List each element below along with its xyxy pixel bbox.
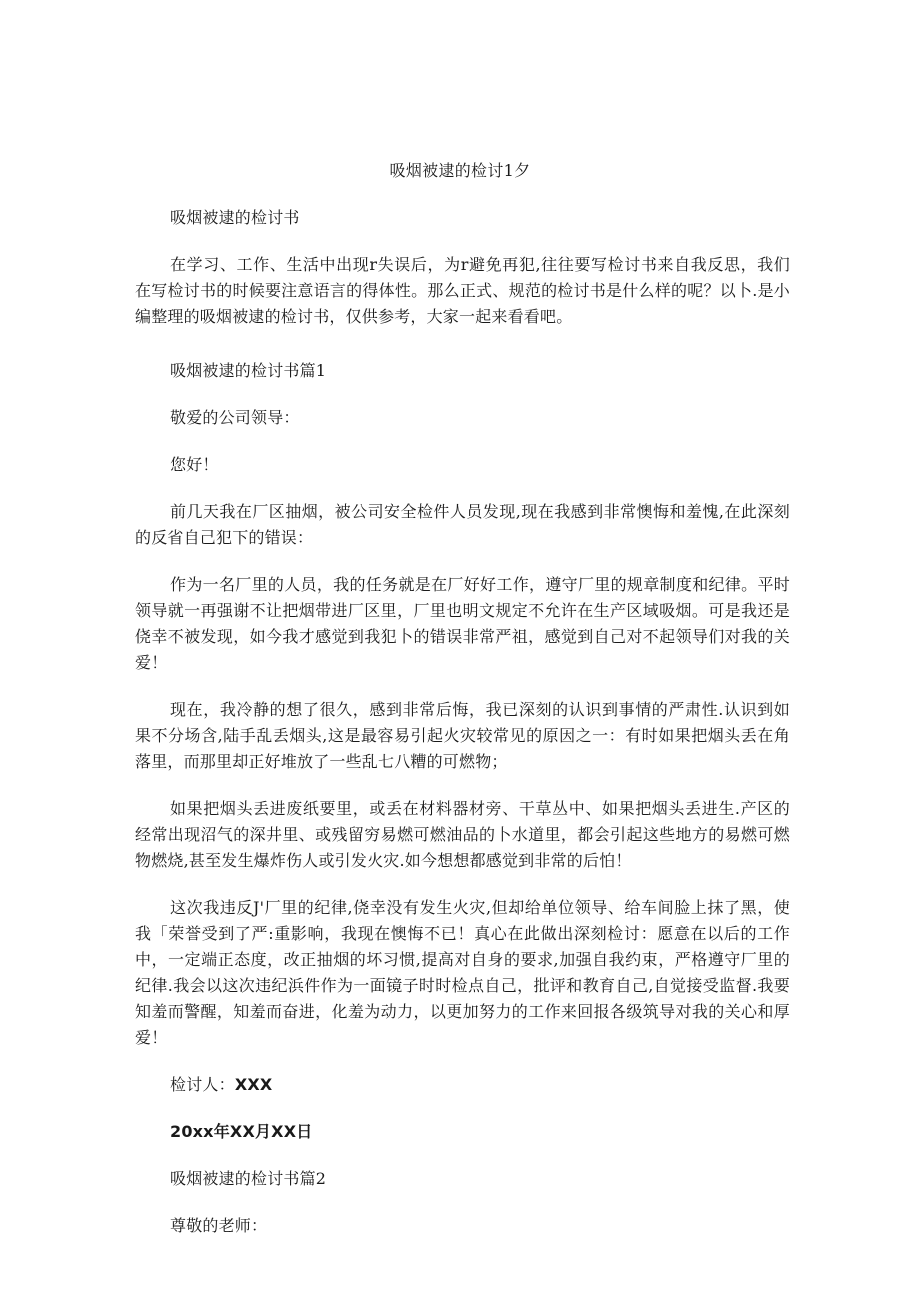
part1-salutation: 敬爱的公司领导： [170,408,300,427]
part2-heading: 吸烟被逮的检讨书篇2 [170,1169,327,1188]
intro-paragraph: 在学习、工作、生活中出现r失误后，为r避免再犯,往往要写检讨书来自我反思，我们在写检讨书的时候要注意语言的得体性。那么正式、规范的检讨书是什么样的呢？以卜.是小编整理的吸烟被逮的检讨书，仅供参考，大家一起来看看吧。 [135,255,790,326]
part1-heading: 吸烟被逮的检讨书篇1 [170,361,327,380]
part1-paragraph: 如果把烟头丢进废纸要里，或丢在材料器材旁、干草丛中、如果把烟头丢进生.产区的经常出现沼气的深井里、或残留穷易燃可燃油品的卜水道里，都会引起这些地方的易燃可燃物燃烧,甚至发生爆炸伤人或引发火灾.如今想想都感觉到非常的后怕！ [135,799,790,870]
intro-heading: 吸烟被逮的检讨书 [170,208,300,227]
part1-paragraph: 前几天我在厂区抽烟，被公司安全检件人员发现,现在我感到非常懊悔和羞愧,在此深刻的反省自己犯下的错误： [135,502,790,547]
part1-paragraph: 这次我违反J'厂里的纪律,侥幸没有发生火灾,但却给单位领导、给车间脸上抹了黑，使我「荣誉受到了严:重影响，我现在懊悔不已！真心在此做出深刻检讨：愿意在以后的工作中，一定端正态度，改正抽烟的坏习惯,提高对自身的要求,加强自我约束，严格遵守厂里的纪律.我会以这次违纪浜件作为一面镜子时时检点自己，批评和教育自己,自觉接受监督.我要知羞而警醒，知羞而奋进，化羞为动力，以更加努力的工作来回报各级筑导对我的关心和厚爱！ [135,898,790,1047]
part2-salutation: 尊敬的老师： [170,1216,268,1235]
part1-paragraph: 现在，我冷静的想了很久，感到非常后悔，我已深刻的认识到事情的严肃性.认识到如果不分场含,陆手乱丢烟头,这是最容易引起火灾较常见的原因之一：有时如果把烟头丢在角落里，而那里却正好堆放了一些乱七八糟的可燃物； [135,700,790,771]
document-title: 吸烟被逮的检讨1夕 [389,161,531,180]
signer-name: XXX [234,1075,273,1094]
document-body [135,205,790,1260]
part1-paragraph: 作为一名厂里的人员，我的任务就是在厂好好工作，遵守厂里的规章制度和纪律。平时领导就一再强谢不让把烟带进厂区里，厂里也明文规定不允许在生产区域吸烟。可是我还是侥幸不被发现，如今我才感觉到我犯卜的错误非常严祖，感觉到自己对不起领导们对我的关爱！ [135,575,790,672]
part1-greeting: 您好！ [170,455,219,474]
signature-line [135,1072,790,1098]
signature-date: 20xx年XX月XX日 [170,1122,313,1141]
signer-label: 检讨人： [170,1075,235,1094]
